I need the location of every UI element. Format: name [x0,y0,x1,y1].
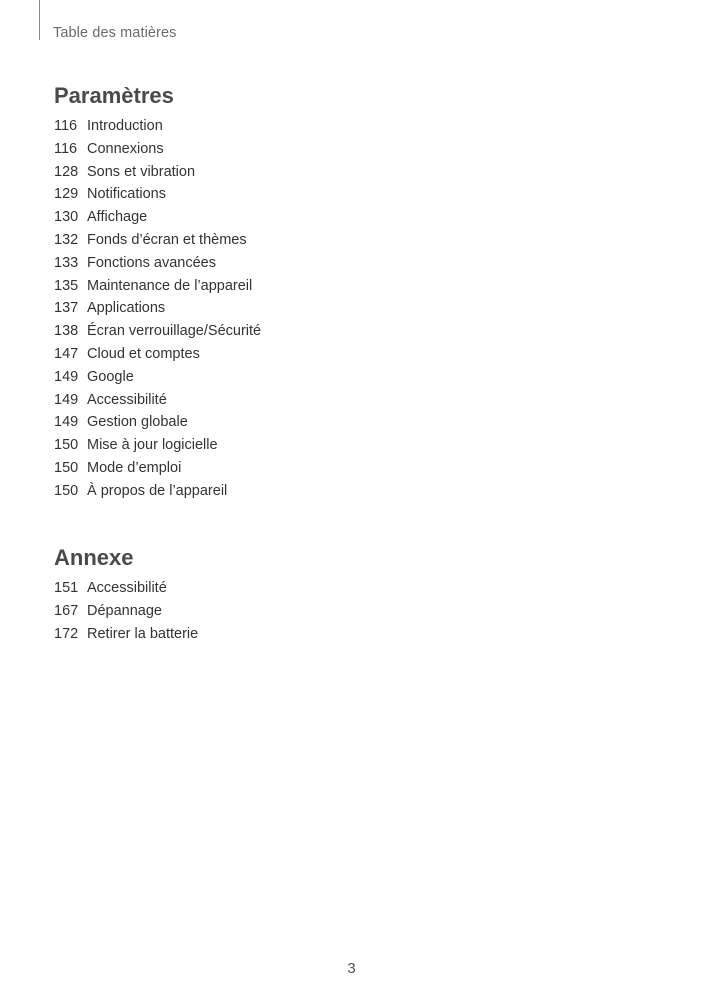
toc-page-number: 150 [54,437,79,454]
toc-entry[interactable] [54,275,261,298]
toc-entry[interactable] [54,457,261,480]
toc-page-number: 147 [54,345,79,362]
toc-entry[interactable] [54,115,261,138]
toc-entry-label: À propos de l’appareil [87,482,228,499]
toc-entry[interactable] [54,480,261,503]
toc-entry[interactable] [54,600,198,623]
section-title: Paramètres [54,83,174,108]
toc-entry-label: Notifications [87,186,166,203]
toc-entry[interactable] [54,343,261,366]
toc-page-number: 172 [54,625,79,642]
toc-entry-label: Fonds d’écran et thèmes [87,231,247,248]
toc-entry-label: Retirer la batterie [87,625,199,642]
toc-page-number: 150 [54,482,79,499]
page-number: 3 [347,960,356,977]
toc-entry-label: Connexions [87,140,164,157]
toc-entry-label: Sons et vibration [87,163,196,180]
running-header: Table des matières [53,25,177,41]
toc-entry-label: Accessibilité [87,391,167,408]
toc-entry[interactable] [54,138,261,161]
toc-entry-label: Dépannage [87,602,162,619]
toc-entry-label: Google [87,368,134,385]
toc-page-number: 149 [54,368,79,385]
toc-page-number: 129 [54,186,79,203]
toc-page-number: 149 [54,391,79,408]
toc-page-number: 128 [54,163,79,180]
toc-entry[interactable] [54,411,261,434]
toc-entry[interactable] [54,320,261,343]
toc-page-number: 138 [54,323,79,340]
toc-entry-label: Mode d’emploi [87,459,182,476]
toc-entry-label: Fonctions avancées [87,254,216,271]
section-title: Annexe [54,545,134,570]
toc-page-number: 167 [54,602,79,619]
section-parametres [54,81,261,503]
toc-page-number: 135 [54,277,79,294]
toc-entry[interactable] [54,297,261,320]
toc-page-number: 150 [54,459,79,476]
toc-entry-label: Introduction [87,118,163,134]
toc-entry[interactable] [54,389,261,412]
section-annexe [54,543,198,645]
toc-entry-label: Applications [87,300,166,317]
toc-entry[interactable] [54,206,261,229]
toc-entry[interactable] [54,161,261,184]
toc-list [54,577,198,645]
toc-entry[interactable] [54,229,261,252]
toc-page-number: 116 [54,118,78,134]
margin-rule [39,0,40,40]
toc-entry-label: Maintenance de l’appareil [87,277,253,294]
toc-entry[interactable] [54,252,261,275]
toc-page-number: 149 [54,414,79,431]
toc-entry[interactable] [54,623,198,646]
toc-entry-label: Écran verrouillage/Sécurité [87,323,262,340]
toc-page-number: 116 [54,140,78,157]
toc-entry[interactable] [54,577,198,600]
toc-entry-label: Mise à jour logicielle [87,437,218,454]
toc-page-number: 132 [54,231,79,248]
toc-entry[interactable] [54,366,261,389]
toc-page-number: 133 [54,254,79,271]
toc-page-number: 151 [54,580,79,596]
toc-entry-label: Cloud et comptes [87,345,200,362]
toc-page-number: 137 [54,300,79,317]
toc-entry-label: Accessibilité [87,580,167,596]
toc-entry-label: Gestion globale [87,414,188,431]
toc-entry[interactable] [54,183,261,206]
toc-entry[interactable] [54,434,261,457]
toc-entry-label: Affichage [87,209,148,226]
toc-list [54,115,261,503]
toc-page-number: 130 [54,209,79,226]
